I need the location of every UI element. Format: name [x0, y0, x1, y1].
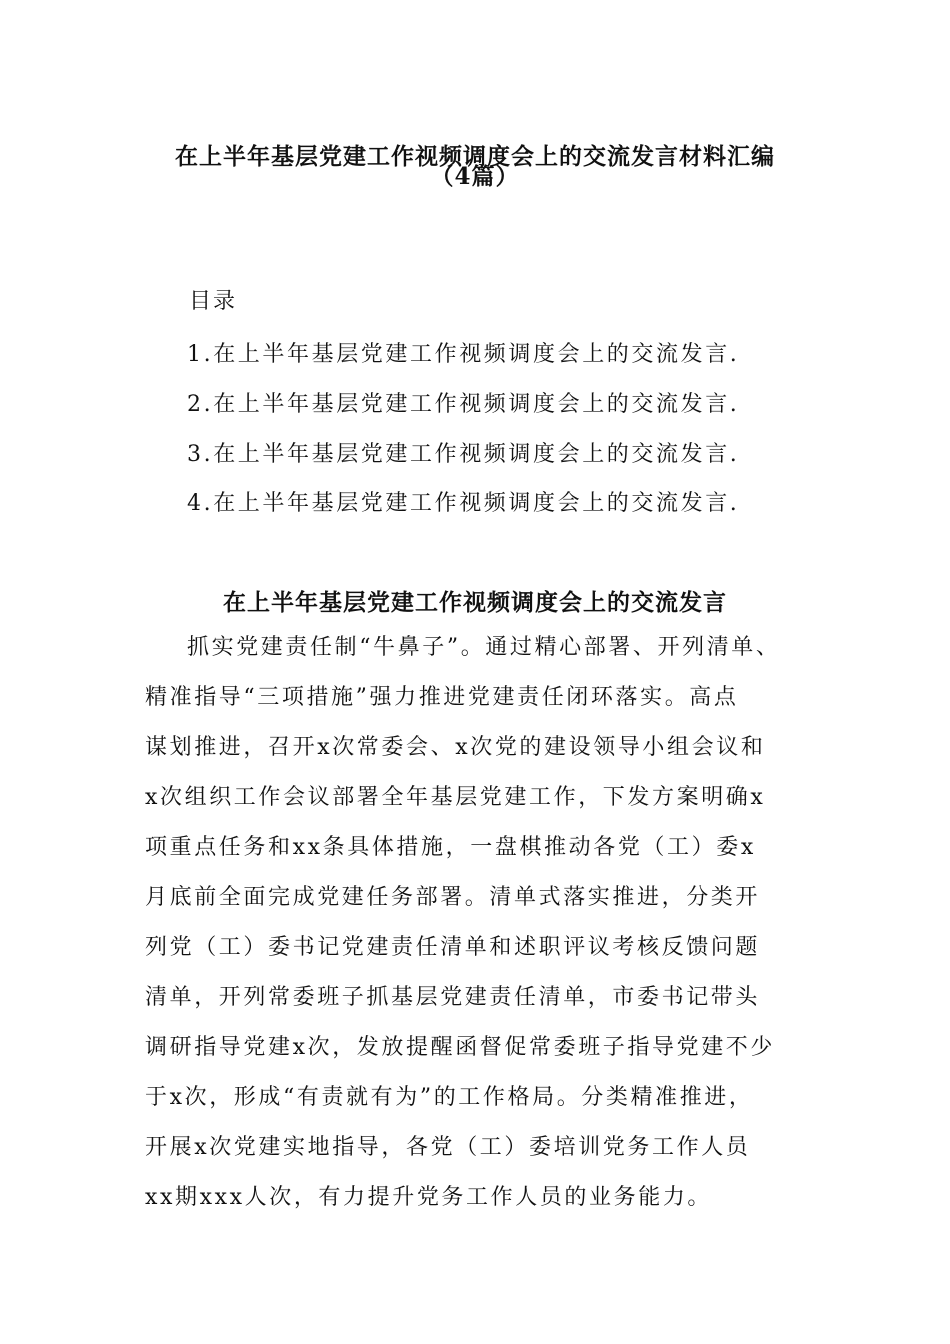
document-title: 在上半年基层党建工作视频调度会上的交流发言材料汇编	[175, 143, 775, 170]
body-line-10: 于x次，形成“有责就有为”的工作格局。分类精准推进，	[145, 1085, 754, 1110]
body-line-4: x次组织工作会议部署全年基层党建工作，下发方案明确x	[145, 785, 766, 810]
toc-item-1: 1.在上半年基层党建工作视频调度会上的交流发言.	[187, 342, 740, 367]
body-line-9: 调研指导党建x次，发放提醒函督促常委班子指导党建不少	[145, 1035, 776, 1060]
document-subtitle-count: （4篇）	[430, 163, 520, 190]
body-line-12: xx期xxx人次，有力提升党务工作人员的业务能力。	[145, 1185, 713, 1210]
body-line-11: 开展x次党建实地指导，各党（工）委培训党务工作人员	[145, 1135, 751, 1160]
toc-item-2: 2.在上半年基层党建工作视频调度会上的交流发言.	[187, 392, 740, 417]
toc-item-4: 4.在上半年基层党建工作视频调度会上的交流发言.	[187, 491, 740, 516]
body-line-5: 项重点任务和xx条具体措施，一盘棋推动各党（工）委x	[145, 835, 756, 860]
body-line-7: 列党（工）委书记党建责任清单和述职评议考核反馈问题	[145, 935, 761, 960]
body-line-2: 精准指导“三项措施”强力推进党建责任闭环落实。高点	[145, 685, 739, 710]
toc-heading: 目录	[189, 289, 238, 314]
body-line-1: 抓实党建责任制“牛鼻子”。通过精心部署、开列清单、	[187, 635, 781, 660]
body-line-6: 月底前全面完成党建任务部署。清单式落实推进，分类开	[145, 885, 761, 910]
section-title: 在上半年基层党建工作视频调度会上的交流发言	[223, 589, 727, 616]
body-line-3: 谋划推进，召开x次常委会、x次党的建设领导小组会议和	[145, 735, 766, 760]
toc-item-3: 3.在上半年基层党建工作视频调度会上的交流发言.	[187, 442, 740, 467]
body-line-8: 清单，开列常委班子抓基层党建责任清单，市委书记带头	[145, 985, 761, 1010]
